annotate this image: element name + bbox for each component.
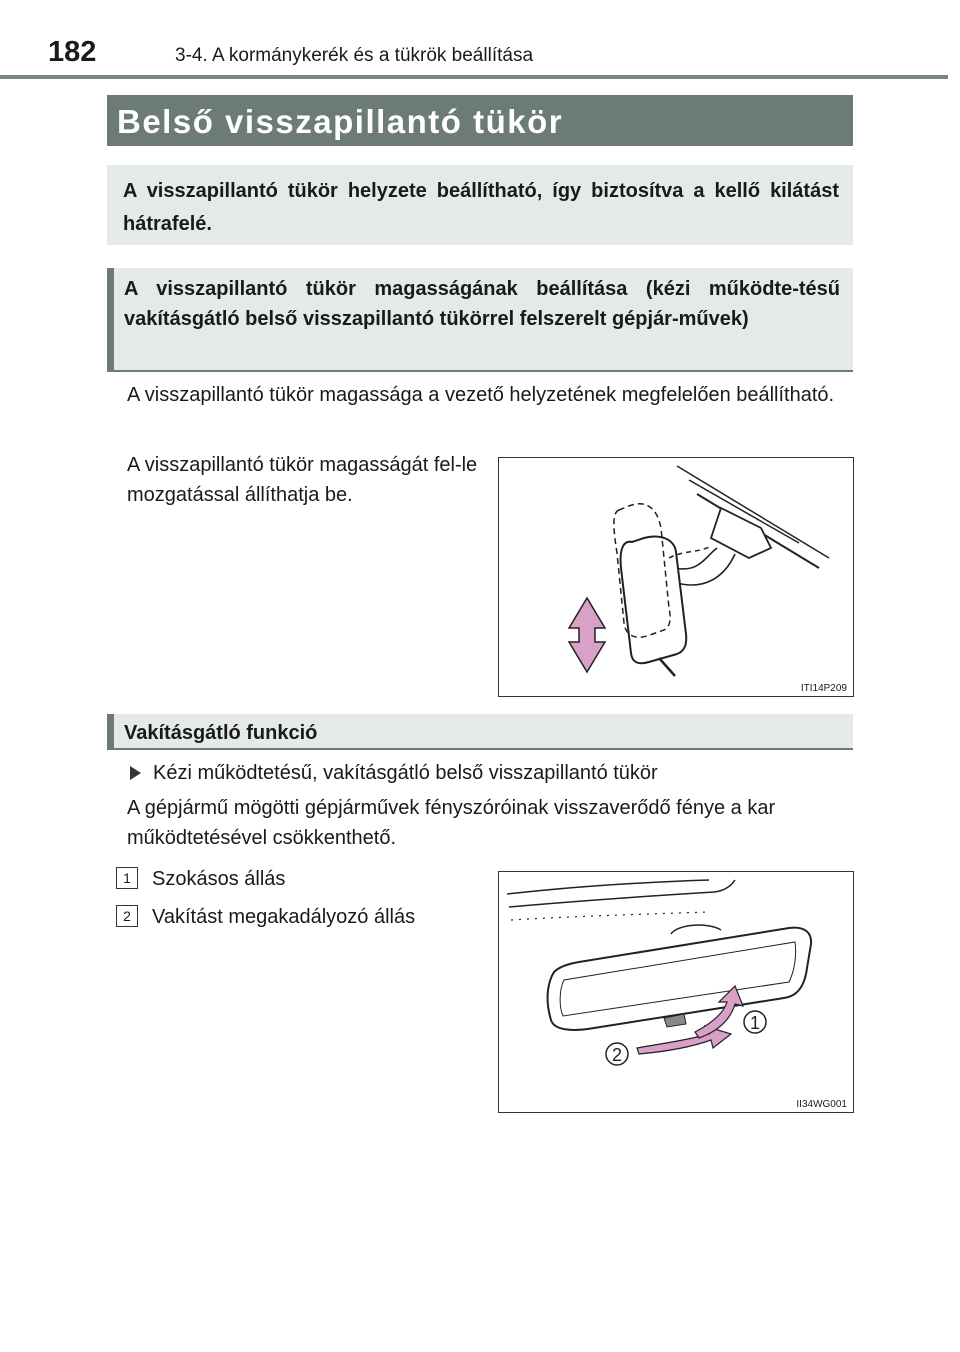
mirror-height-illustration: [499, 458, 853, 696]
list-item: [116, 864, 285, 894]
item-number: 1: [116, 867, 138, 889]
figure-code: ITI14P209: [800, 683, 847, 694]
antiglare-lever-illustration: [499, 872, 853, 1112]
figure-code: II34WG001: [796, 1099, 847, 1110]
antiglare-heading: Vakításgátló funkció: [124, 722, 318, 744]
chapter-title: 3-4. A kormánykerék és a tükrök beállítása: [175, 45, 534, 66]
antiglare-paragraph: A gépjármű mögötti gépjárművek fényszóróinak visszaverődő fénye a kar működtetésével csökkenthető.: [127, 797, 776, 849]
header-rule: [0, 75, 948, 79]
callout-2: 2: [611, 1045, 623, 1065]
triangle-bullet-icon: [130, 766, 141, 780]
section-title: Belső visszapillantó tükör: [117, 103, 564, 140]
item-label: Vakítást megakadályozó állás: [152, 906, 416, 928]
height-adjust-paragraph-1: A visszapillantó tükör magassága a vezető helyzetének megfelelően beállítható.: [127, 384, 835, 406]
mirror-height-figure: [498, 457, 854, 697]
antiglare-heading-box: [107, 714, 853, 750]
section-title-bar: [107, 95, 853, 146]
list-item: [116, 902, 415, 932]
page-header: [0, 0, 960, 80]
antiglare-bullet-text: Kézi működtetésű, vakításgátló belső visszapillantó tükör: [153, 762, 658, 784]
callout-1: 1: [749, 1013, 761, 1033]
intro-box: [107, 165, 853, 245]
page-number: 182: [48, 36, 97, 68]
antiglare-lever-figure: [498, 871, 854, 1113]
intro-text: A visszapillantó tükör helyzete beállítható, így biztosítva a kellő kilátást hátrafelé.: [123, 180, 839, 235]
height-adjust-heading-box: [107, 268, 853, 372]
height-adjust-paragraph-2: A visszapillantó tükör magasságát fel-le mozgatással állíthatja be.: [127, 454, 478, 506]
item-number: 2: [116, 905, 138, 927]
item-label: Szokásos állás: [152, 868, 286, 890]
height-adjust-heading: A visszapillantó tükör magasságának beállítása (kézi működte-tésű vakításgátló belső visszapillantó tükörrel felszerelt gépjár-művek): [124, 278, 840, 330]
antiglare-bullet: [130, 758, 658, 788]
